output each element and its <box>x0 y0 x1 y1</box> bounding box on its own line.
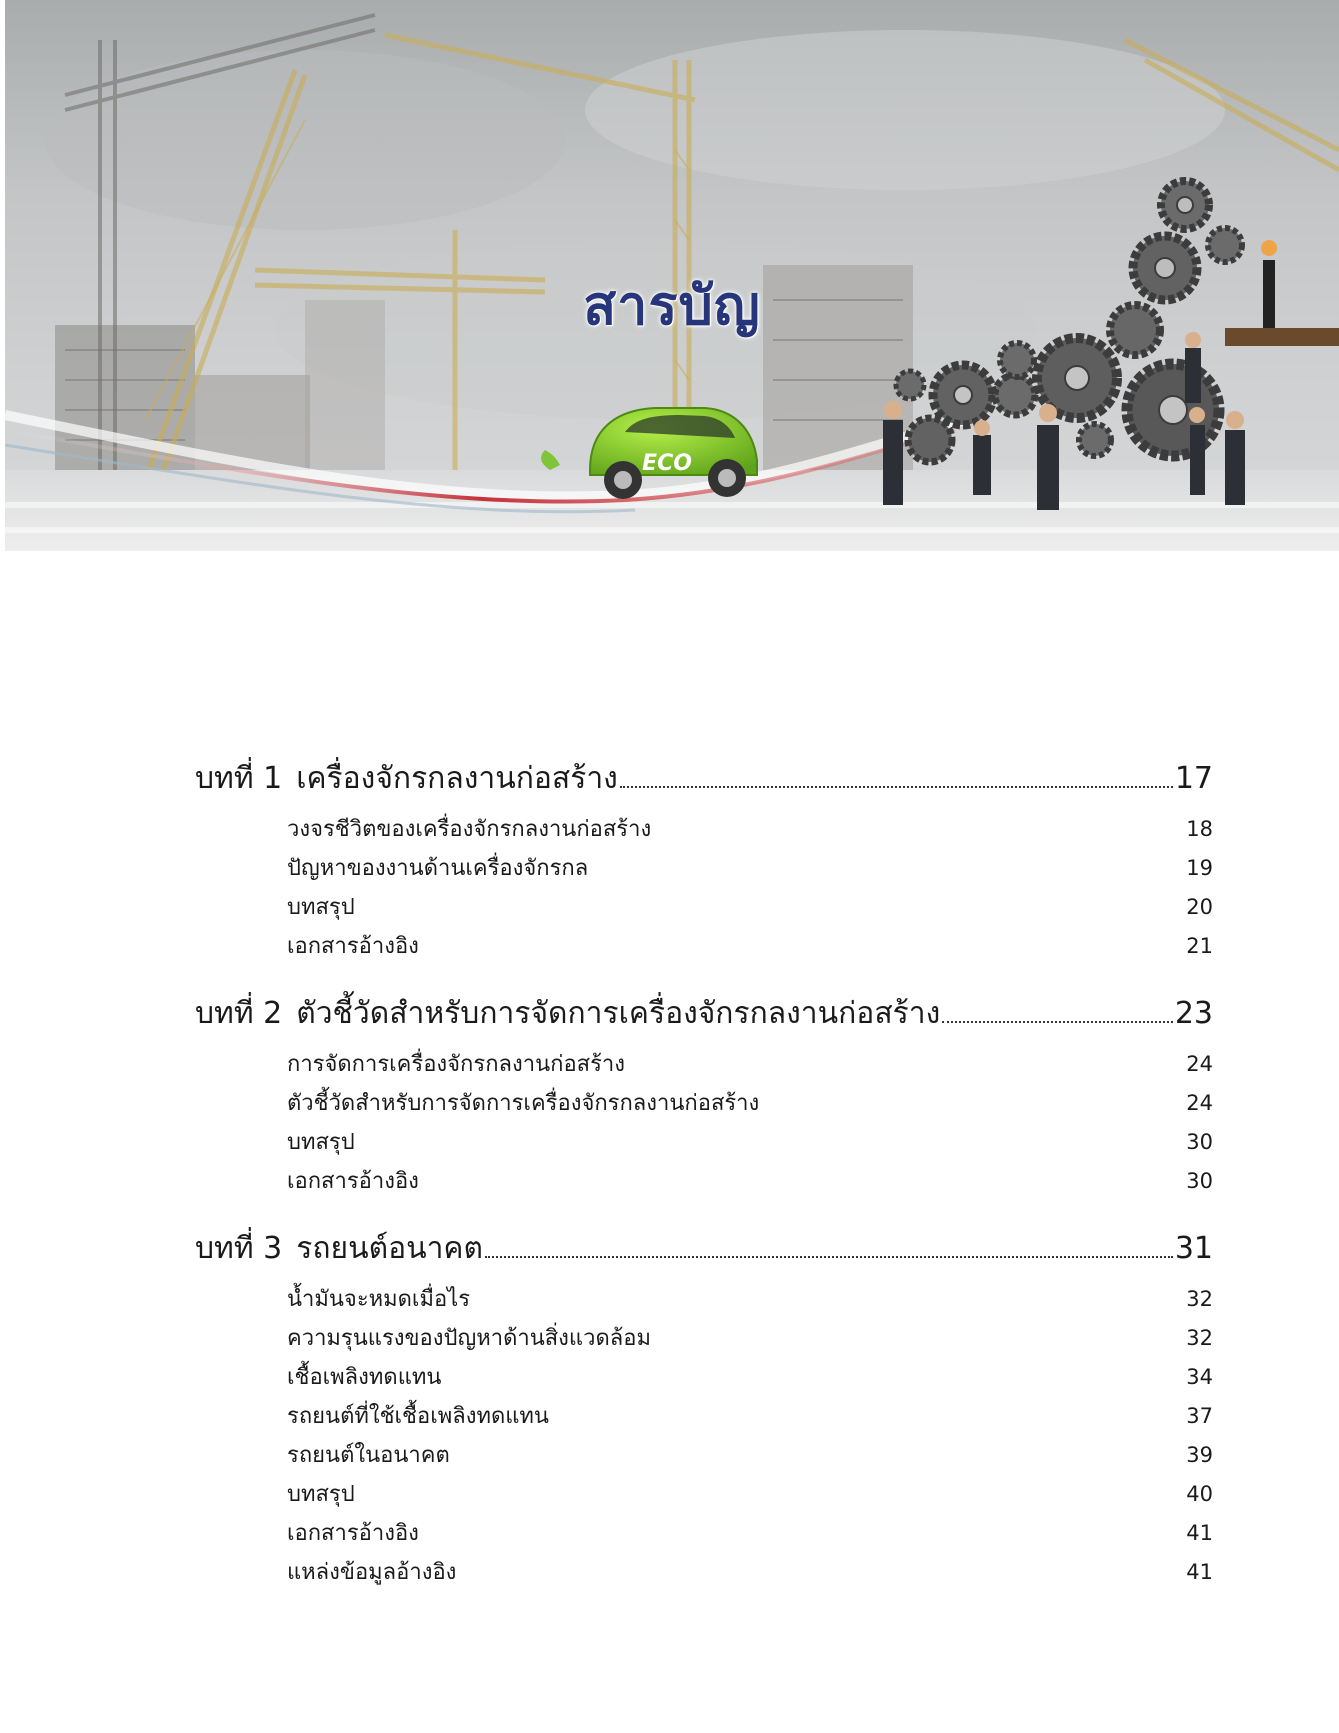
toc-entry-title: การจัดการเครื่องจักรกลงานก่อสร้าง <box>287 1052 626 1077</box>
chapter-heading[interactable] <box>195 755 1213 801</box>
toc-entry-page: 32 <box>1186 1326 1213 1350</box>
toc-entry-title: บทสรุป <box>287 895 355 920</box>
chapter-title: เครื่องจักรกลงานก่อสร้าง <box>296 761 618 796</box>
toc-entry-page: 30 <box>1186 1169 1213 1193</box>
toc-entry[interactable] <box>195 1476 1213 1515</box>
toc-entry-page: 39 <box>1186 1443 1213 1467</box>
toc-entry[interactable] <box>195 1320 1213 1359</box>
toc-entry[interactable] <box>195 811 1213 850</box>
toc-entry-title: รถยนต์ในอนาคต <box>287 1443 450 1468</box>
chapter-page-number: 17 <box>1174 761 1213 796</box>
toc-entry-title: ปัญหาของงานด้านเครื่องจักรกล <box>287 856 589 881</box>
toc-entry-title: น้ำมันจะหมดเมื่อไร <box>287 1287 471 1312</box>
chapter-number: บทที่ 3 <box>195 1231 283 1266</box>
toc-entry[interactable] <box>195 1124 1213 1163</box>
car-eco-label: ECO <box>642 451 692 476</box>
table-of-contents <box>195 755 1213 1616</box>
toc-entry[interactable] <box>195 889 1213 928</box>
toc-entry-title: รถยนต์ที่ใช้เชื้อเพลิงทดแทน <box>287 1404 549 1429</box>
toc-entry-title: แหล่งข้อมูลอ้างอิง <box>287 1560 457 1585</box>
toc-entry-page: 19 <box>1186 856 1213 880</box>
chapter-number: บทที่ 1 <box>195 761 283 796</box>
toc-entry-title: ความรุนแรงของปัญหาด้านสิ่งแวดล้อม <box>287 1326 651 1351</box>
toc-entry[interactable] <box>195 1046 1213 1085</box>
toc-entry-page: 41 <box>1186 1521 1213 1545</box>
toc-entry-page: 37 <box>1186 1404 1213 1428</box>
toc-entry-page: 24 <box>1186 1091 1213 1115</box>
toc-entry-title: เอกสารอ้างอิง <box>287 1169 419 1194</box>
chapter-page-number: 31 <box>1174 1231 1213 1266</box>
toc-entry-page: 20 <box>1186 895 1213 919</box>
toc-entry[interactable] <box>195 1554 1213 1593</box>
chapter-1 <box>195 755 1213 967</box>
chapter-title: รถยนต์อนาคต <box>296 1231 483 1266</box>
toc-entry[interactable] <box>195 1085 1213 1124</box>
chapter-3 <box>195 1225 1213 1593</box>
toc-entry[interactable] <box>195 1515 1213 1554</box>
toc-entry[interactable] <box>195 850 1213 889</box>
chapter-heading[interactable] <box>195 1225 1213 1271</box>
toc-entry-page: 41 <box>1186 1560 1213 1584</box>
chapter-page-number: 23 <box>1174 996 1213 1031</box>
toc-entry-title: ตัวชี้วัดสำหรับการจัดการเครื่องจักรกลงานก่อสร้าง <box>287 1091 760 1116</box>
chapter-number: บทที่ 2 <box>195 996 283 1031</box>
toc-entry-title: เชื้อเพลิงทดแทน <box>287 1365 442 1390</box>
dot-leader <box>485 1256 1173 1258</box>
toc-entry-title: วงจรชีวิตของเครื่องจักรกลงานก่อสร้าง <box>287 817 652 842</box>
toc-entry[interactable] <box>195 1398 1213 1437</box>
toc-entry[interactable] <box>195 928 1213 967</box>
toc-entry[interactable] <box>195 1163 1213 1202</box>
chapter-heading[interactable] <box>195 990 1213 1036</box>
toc-entry-page: 30 <box>1186 1130 1213 1154</box>
toc-entry-title: เอกสารอ้างอิง <box>287 1521 419 1546</box>
toc-entry[interactable] <box>195 1359 1213 1398</box>
toc-entry-page: 32 <box>1186 1287 1213 1311</box>
chapter-2 <box>195 990 1213 1202</box>
toc-entry-title: เอกสารอ้างอิง <box>287 934 419 959</box>
page-title: สารบัญ <box>583 274 761 337</box>
toc-entry-page: 40 <box>1186 1482 1213 1506</box>
toc-entry-page: 21 <box>1186 934 1213 958</box>
toc-entry-title: บทสรุป <box>287 1130 355 1155</box>
toc-entry-page: 34 <box>1186 1365 1213 1389</box>
chapter-title: ตัวชี้วัดสำหรับการจัดการเครื่องจักรกลงานก่อสร้าง <box>296 996 941 1031</box>
toc-entry-page: 24 <box>1186 1052 1213 1076</box>
toc-entry-page: 18 <box>1186 817 1213 841</box>
dot-leader <box>620 786 1173 788</box>
toc-entry[interactable] <box>195 1281 1213 1320</box>
header-banner <box>5 0 1339 551</box>
dot-leader <box>942 1021 1173 1023</box>
toc-entry-title: บทสรุป <box>287 1482 355 1507</box>
toc-entry[interactable] <box>195 1437 1213 1476</box>
